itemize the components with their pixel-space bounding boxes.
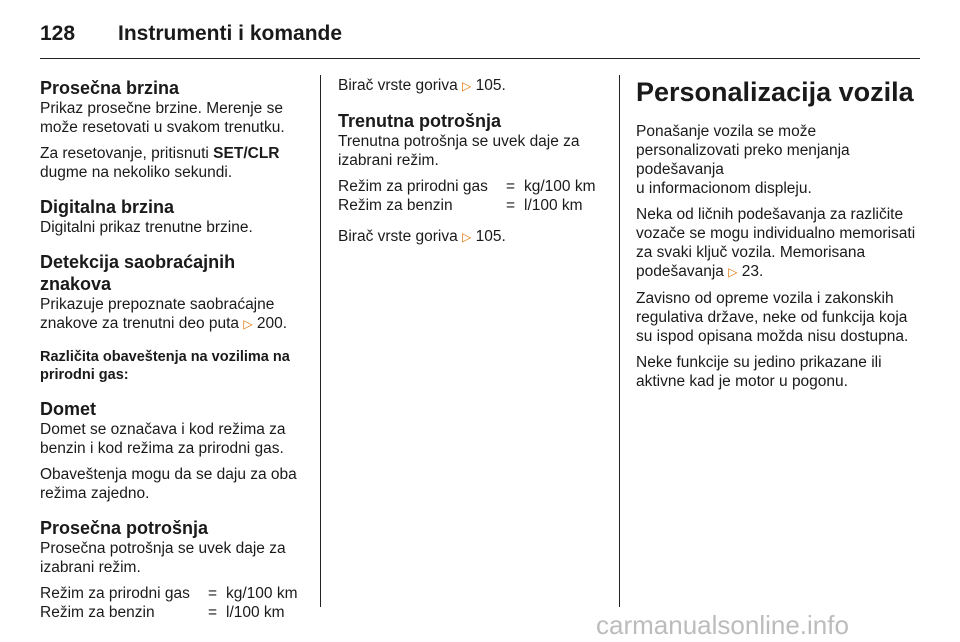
text-prosecna-potrosnja: Prosečna potrošnja se uvek daje za izabrani režim. [40,540,286,576]
table-cell-unit: l/100 km [226,604,285,621]
text-birac-top-body: Birač vrste goriva [338,77,463,94]
heading-prosecna-brzina: Prosečna brzina [40,78,180,98]
text-domet-2: Obaveštenja mogu da se daju za oba režima zajedno. [40,466,297,502]
column-divider-1 [320,75,321,607]
page-reference-arrow-icon: ▷ [243,317,253,331]
heading-razlicita-obavestenja: Različita obaveštenja na vozilima na prirodni gas: [40,349,290,383]
column-divider-2 [619,75,620,607]
page-reference-arrow-icon: ▷ [462,79,472,93]
column-3 [636,76,920,391]
link-page-23[interactable]: 23. [741,263,764,280]
text-detekcija [40,295,308,334]
set-clr-label: SET/CLR [213,145,280,162]
link-page-200[interactable]: 200. [256,315,288,332]
table-cell-eq: = [208,604,218,621]
table-cell-mode: Režim za benzin [338,197,453,214]
column-1 [40,76,308,622]
heading-detekcija: Detekcija saobraćajnih znakova [40,252,236,294]
table-cell-eq: = [208,585,218,602]
link-page-105[interactable]: 105. [475,77,506,94]
page-reference-arrow-icon: ▷ [728,265,738,279]
table-cell-unit: l/100 km [524,197,583,214]
text-prosecna-brzina: Prikaz prosečne brzine. Merenje se može resetovati u svakom trenutku. [40,100,285,136]
table-cell-mode: Režim za prirodni gas [40,585,190,602]
table-cell-eq: = [506,178,516,195]
watermark: carmanualsonline.info [596,610,849,640]
text-personalizacija-1b: u informacionom displeju. [636,180,812,197]
table-row [338,196,606,215]
text-birac-top [338,76,606,96]
heading-digitalna-brzina: Digitalna brzina [40,197,175,217]
heading-trenutna-potrosnja: Trenutna potrošnja [338,111,502,131]
table-prosecna-potrosnja [40,584,308,622]
heading-prosecna-potrosnja: Prosečna potrošnja [40,518,209,538]
text-personalizacija-2 [636,205,920,282]
text-trenutna-potrosnja: Trenutna potrošnja se uvek daje za izabrani režim. [338,133,580,169]
table-trenutna-potrosnja [338,177,606,215]
table-cell-unit: kg/100 km [524,178,596,195]
text-birac-bottom-body: Birač vrste goriva [338,228,463,245]
text-personalizacija-1a: Ponašanje vozila se može personalizovati preko menjanja podešavanja [636,123,850,178]
text-digitalna-brzina: Digitalni prikaz trenutne brzine. [40,219,253,236]
table-row [338,177,606,196]
text-personalizacija-4: Neke funkcije su jedino prikazane ili aktivne kad je motor u pogonu. [636,354,882,390]
heading-domet: Domet [40,399,97,419]
column-2 [338,76,606,247]
table-cell-eq: = [506,197,516,214]
table-row [40,584,308,603]
table-cell-mode: Režim za benzin [40,604,155,621]
text-reset [40,144,308,182]
text-birac-bottom [338,227,606,247]
text-personalizacija-3: Zavisno od opreme vozila i zakonskih regulativa države, neke od funkcija koja su ispod opisana možda nisu dostupna. [636,290,909,345]
page-header [40,18,920,59]
table-cell-mode: Režim za prirodni gas [338,178,488,195]
text-personalizacija-1 [636,122,920,198]
page-number: 128 [40,22,76,45]
text-reset-post: dugme na nekoliko sekundi. [40,164,233,181]
table-row [40,603,308,622]
page-title: Instrumenti i komande [118,22,343,45]
page-reference-arrow-icon: ▷ [462,230,472,244]
text-reset-pre: Za resetovanje, pritisnuti [40,145,214,162]
link-page-105[interactable]: 105. [475,228,506,245]
heading-personalizacija-vozila: Personalizacija vozila [636,77,914,107]
table-cell-unit: kg/100 km [226,585,298,602]
text-detekcija-body: Prikazuje prepoznate saobraćajne znakove za trenutni deo puta [40,296,275,332]
text-personalizacija-2-body: Neka od ličnih podešavanja za različite vozače se mogu individualno memorisati za svaki ključ vozila. Memorisana podešavanja [636,206,916,280]
text-domet-1: Domet se označava i kod režima za benzin i kod režima za prirodni gas. [40,421,286,457]
